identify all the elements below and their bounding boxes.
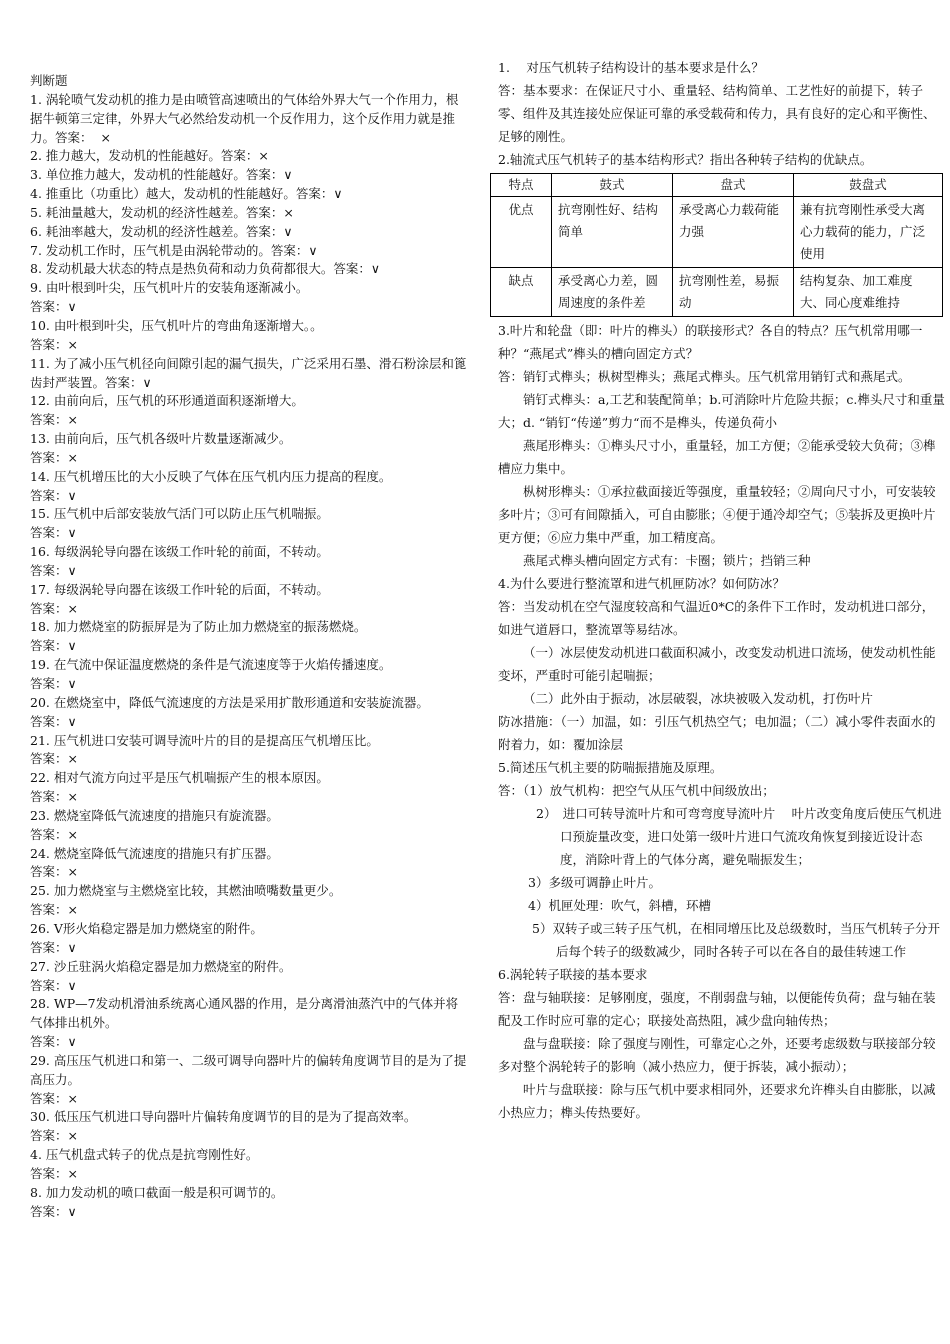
table-cell: 抗弯刚性好、结构简单 — [552, 197, 673, 268]
section-title: 判断题 — [30, 73, 68, 88]
table-header: 鼓式 — [552, 174, 673, 197]
table-header: 鼓盘式 — [794, 174, 943, 197]
answer-5-item-3: 3）多级可调静止叶片。 — [528, 875, 661, 890]
answer-line: 答案：× — [30, 600, 78, 616]
answer-4: 答：当发动机在空气湿度较高和气温近0*C的条件下工作时，发动机进口部分，如进气道唇口，整流罩等易结冰。 — [498, 599, 935, 637]
question-line: 11. 为了减小压气机径向间隙引起的漏气损失，广泛采用石墨、滑石粉涂层和篦齿封严装置。答案：∨ — [30, 355, 467, 390]
question-line: 8. 加力发动机的喷口截面一般是积可调节的。 — [30, 1184, 284, 1200]
answer-line: 答案：× — [30, 1165, 78, 1181]
table-cell: 结构复杂、加工难度大、同心度难维持 — [794, 268, 943, 317]
question-line: 27. 沙丘驻涡火焰稳定器是加力燃烧室的附件。 — [30, 958, 292, 974]
answer-5-item-2: 2） 进口可转导流叶片和可弯弯度导流叶片 叶片改变角度后使压气机进口预旋量改变，进口处第一级叶片进口气流攻角恢复到接近设计态度，消除叶背上的气体分离，避免喘振发生； — [536, 806, 942, 867]
table-row — [491, 268, 943, 317]
question-line: 28. WP—7发动机滑油系统离心通风器的作用，是分离滑油蒸汽中的气体并将气体排出机外。 — [30, 996, 459, 1031]
answer-5-item-1: 答：（1）放气机构：把空气从压气机中间级放出； — [498, 783, 775, 798]
answer-line: 答案：∨ — [30, 977, 77, 993]
question-line: 8. 发动机最大状态的特点是热负荷和动力负荷都很大。答案：∨ — [30, 261, 381, 277]
question-line: 24. 燃烧室降低气流速度的措施只有扩压器。 — [30, 845, 279, 861]
question-line: 4. 压气机盘式转子的优点是抗弯刚性好。 — [30, 1147, 259, 1163]
answer-line: 答案：× — [30, 751, 78, 767]
question-line: 2. 推力越大，发动机的性能越好。答案：× — [30, 148, 269, 164]
answer-line: 答案：∨ — [30, 487, 77, 503]
answer-line: 答案：∨ — [30, 939, 77, 955]
answer-line: 答案：∨ — [30, 676, 77, 691]
rotor-comparison-table — [490, 173, 943, 317]
question-line: 4. 推重比（功重比）越大，发动机的性能越好。答案：∨ — [30, 186, 343, 202]
answer-line: 答案：∨ — [30, 299, 77, 315]
question-line: 26. V形火焰稳定器是加力燃烧室的附件。 — [30, 920, 263, 936]
answer-line: 答案：∨ — [30, 1034, 77, 1050]
question-line: 23. 燃烧室降低气流速度的措施只有旋流器。 — [30, 807, 279, 823]
table-header: 特点 — [491, 174, 552, 197]
question-line: 3. 单位推力越大，发动机的性能越好。答案：∨ — [30, 167, 293, 183]
question-line: 18. 加力燃烧室的防振屏是为了防止加力燃烧室的振荡燃烧。 — [30, 619, 367, 635]
question-line: 13. 由前向后，压气机各级叶片数量逐渐减少。 — [30, 431, 292, 447]
answer-3-dovetail: 燕尾形榫头：①榫头尺寸小，重量轻，加工方便；②能承受较大负荷；③榫槽应力集中。 — [498, 438, 936, 476]
answer-3-pin: 销钉式榫头：a,工艺和装配简单；b.可消除叶片危险共振；c.榫头尺寸和重量大；d. “销钉“传递”剪力“而不是榫头，传递负荷小 — [498, 392, 945, 430]
answer-4-measures: 防冰措施：（一）加温，如：引压气机热空气；电加温；（二）减小零件表面水的附着力，如：覆加涂层 — [498, 714, 936, 752]
table-header: 盘式 — [673, 174, 794, 197]
question-line: 25. 加力燃烧室与主燃烧室比较，其燃油喷嘴数量更少。 — [30, 883, 342, 899]
question-line: 22. 相对气流方向过平是压气机喘振产生的根本原因。 — [30, 770, 329, 786]
question-line: 7. 发动机工作时，压气机是由涡轮带动的。答案：∨ — [30, 242, 318, 258]
answer-line: 答案：× — [30, 864, 78, 880]
question-line: 1. 涡轮喷气发动机的推力是由喷管高速喷出的气体给外界大气一个作用力，根据牛顿第三定律，外界大气必然给发动机一个反作用力，这个反作用力就是推力。答案： × — [30, 91, 459, 145]
answer-line: 答案：× — [30, 1128, 78, 1144]
answer-line: 答案：× — [30, 336, 78, 352]
question-line: 14. 压气机增压比的大小反映了气体在压气机内压力提高的程度。 — [30, 468, 392, 484]
table-cell: 承受离心力载荷能力强 — [673, 197, 794, 268]
question-5: 5.简述压气机主要的防喘振措施及原理。 — [498, 760, 723, 775]
table-cell: 兼有抗弯刚性承受大离心力载荷的能力，广泛使用 — [794, 197, 943, 268]
table-cell: 缺点 — [491, 268, 552, 317]
question-line: 15. 压气机中后部安装放气活门可以防止压气机喘振。 — [30, 506, 329, 522]
answer-3: 答：销钉式榫头；枞树型榫头；燕尾式榫头。压气机常用销钉式和燕尾式。 — [498, 369, 911, 384]
answer-3-firtree: 枞树形榫头：①承拉截面接近等强度，重量较轻；②周向尺寸小，可安装较多叶片；③可有间隙插入，可自由膨胀；④便于通冷却空气；⑤装拆及更换叶片更方便；⑥应力集中严重，加工精度高。 — [498, 484, 936, 545]
answer-6-disc-disc: 盘与盘联接：除了强度与刚性，可靠定心之外，还要考虑级数与联接部分较多对整个涡轮转子的影响（减小热应力，便于拆装，减小振动）； — [498, 1036, 936, 1074]
question-line: 6. 耗油率越大，发动机的经济性越差。答案：∨ — [30, 223, 293, 239]
question-2: 2.轴流式压气机转子的基本结构形式？指出各种转子结构的优缺点。 — [498, 152, 873, 167]
table-cell: 抗弯刚性差，易振动 — [673, 268, 794, 317]
right-column — [498, 56, 945, 1124]
question-line: 20. 在燃烧室中，降低气流速度的方法是采用扩散形通道和安装旋流器。 — [30, 694, 429, 710]
answer-line: 答案：∨ — [30, 1203, 77, 1219]
question-line: 21. 压气机进口安装可调导流叶片的目的是提高压气机增压比。 — [30, 732, 379, 748]
question-line: 9. 由叶根到叶尖，压气机叶片的安装角逐渐减小。 — [30, 280, 309, 296]
question-line: 30. 低压压气机进口导向器叶片偏转角度调节的目的是为了提高效率。 — [30, 1109, 417, 1125]
answer-line: 答案：∨ — [30, 562, 77, 578]
answer-5-item-5: 5）双转子或三转子压气机，在相同增压比及总级数时，当压气机转子分开后每个转子的级数减少，同时各转子可以在各自的最佳转速工作 — [532, 921, 940, 959]
question-line: 17. 每级涡轮导向器在该级工作叶轮的后面，不转动。 — [30, 581, 329, 597]
answer-1: 答：基本要求：在保证尺寸小、重量轻、结构简单、工艺性好的前提下，转子零、组件及其连接处应保证可靠的承受载荷和传力，具有良好的定心和平衡性、足够的刚性。 — [498, 83, 936, 144]
table-cell: 承受离心力差，圆周速度的条件差 — [552, 268, 673, 317]
answer-6-disc-shaft: 答：盘与轴联接：足够刚度，强度，不削弱盘与轴，以便能传负荷；盘与轴在装配及工作时应可靠的定心；联接处高热阻，减少盘向轴传热； — [498, 990, 936, 1028]
question-line: 16. 每级涡轮导向器在该级工作叶轮的前面，不转动。 — [30, 544, 329, 560]
answer-4-item-2: （二）此外由于振动，冰层破裂，冰块被吸入发动机，打伤叶片 — [523, 691, 874, 706]
question-line: 19. 在气流中保证温度燃烧的条件是气流速度等于火焰传播速度。 — [30, 657, 392, 673]
table-cell: 优点 — [491, 197, 552, 268]
answer-line: 答案：× — [30, 789, 78, 805]
answer-line: 答案：× — [30, 412, 78, 428]
answer-line: 答案：× — [30, 902, 78, 918]
table-header-row — [491, 174, 943, 197]
answer-6-blade-disc: 叶片与盘联接：除与压气机中要求相同外，还要求允许榫头自由膨胀，以减小热应力；榫头传热要好。 — [498, 1082, 936, 1120]
question-4: 4.为什么要进行整流罩和进气机匣防冰？如何防冰？ — [498, 576, 785, 591]
answer-line: 答案：× — [30, 1090, 78, 1106]
table-row — [491, 197, 943, 268]
answer-line: 答案：× — [30, 449, 78, 465]
answer-3-fixing: 燕尾式榫头槽向固定方式有：卡圈；锁片；挡销三种 — [523, 553, 811, 568]
question-line: 10. 由叶根到叶尖，压气机叶片的弯曲角逐渐增大。。 — [30, 317, 323, 333]
left-column — [30, 72, 470, 1221]
answer-line: 答案：∨ — [30, 638, 77, 654]
answer-line: 答案：∨ — [30, 713, 77, 729]
answer-4-item-1: （一）冰层使发动机进口截面积减小，改变发动机进口流场，使发动机性能变坏，严重时可能引起喘振； — [498, 645, 936, 683]
question-line: 29. 高压压气机进口和第一、二级可调导向器叶片的偏转角度调节目的是为了提高压力。 — [30, 1052, 467, 1087]
question-3: 3.叶片和轮盘（即：叶片的榫头）的联接形式？各自的特点？压气机常用哪一种？“燕尾式”榫头的槽向固定方式？ — [498, 323, 923, 361]
answer-5-item-4: 4）机匣处理：吹气，斜槽，环槽 — [528, 898, 711, 913]
answer-line: 答案：× — [30, 826, 78, 842]
question-1: 1. 对压气机转子结构设计的基本要求是什么？ — [498, 60, 764, 75]
answer-line: 答案：∨ — [30, 525, 77, 541]
question-line: 12. 由前向后，压气机的环形通道面积逐渐增大。 — [30, 393, 304, 409]
question-line: 5. 耗油量越大，发动机的经济性越差。答案：× — [30, 204, 294, 220]
question-6: 6.涡轮转子联接的基本要求 — [498, 967, 648, 982]
